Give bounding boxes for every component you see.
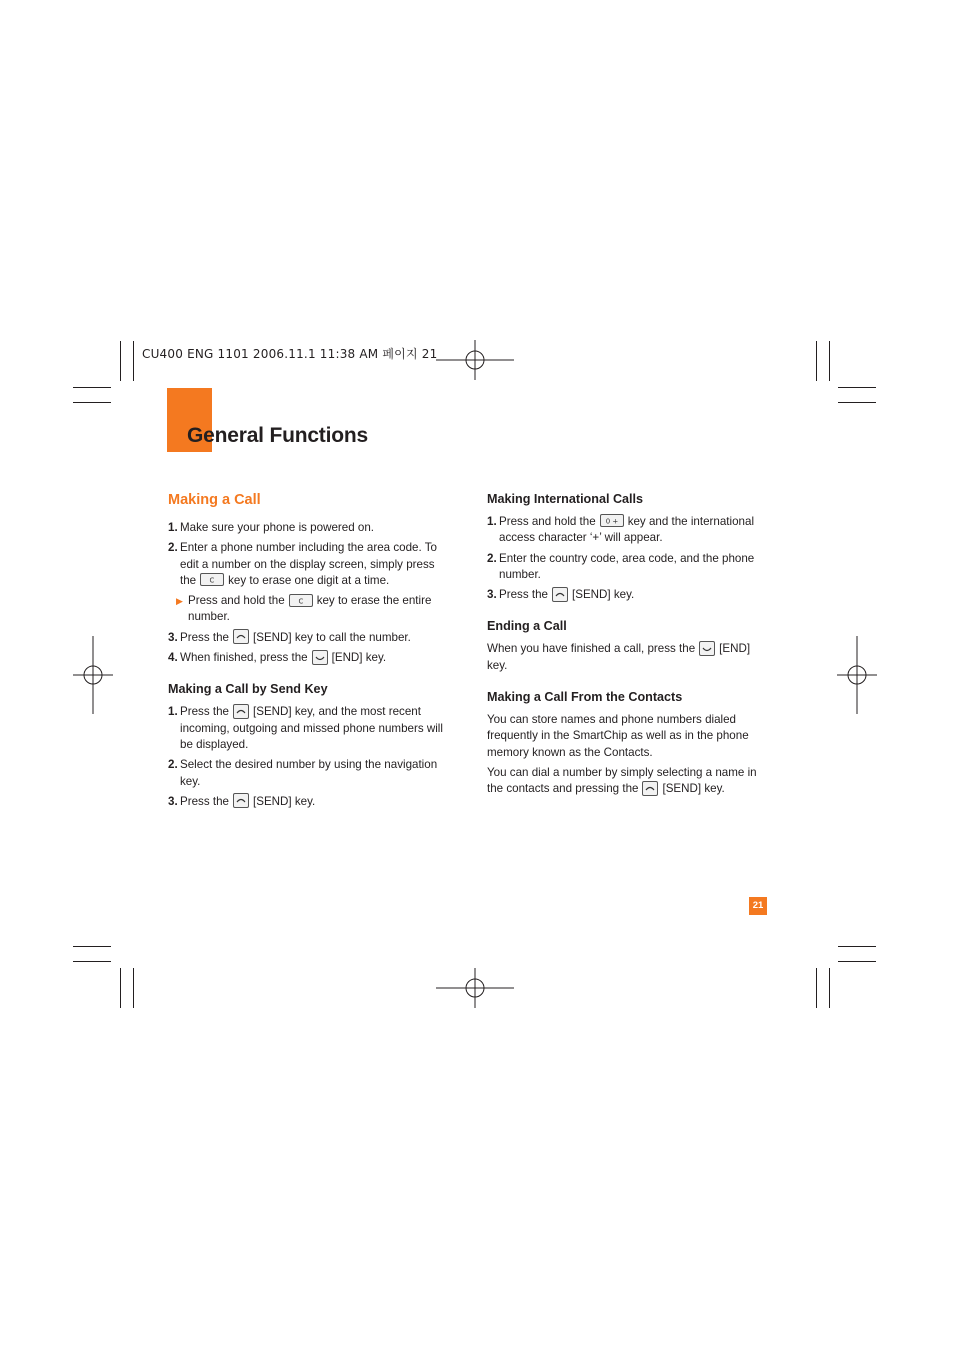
send-key-icon bbox=[233, 793, 249, 808]
contacts-dial-paragraph: You can dial a number by simply selecting a name in the contacts and pressing the [SEND] key. bbox=[487, 765, 757, 796]
svg-text:C: C bbox=[209, 576, 215, 585]
triangle-bullet-icon: ▶ bbox=[176, 596, 183, 607]
list-item: 4. When finished, press the [END] key. bbox=[168, 651, 387, 665]
list-item: 3. Press the [SEND] key. bbox=[168, 794, 316, 808]
registration-mark-icon bbox=[73, 636, 113, 714]
list-item: 1. Make sure your phone is powered on. bbox=[168, 521, 374, 534]
end-key-icon bbox=[699, 641, 715, 656]
list-item: 2. Enter a phone number including the area code. To edit a number on the display screen, simply press the C key to erase one digit at a time. bbox=[168, 541, 437, 587]
left-column bbox=[168, 490, 446, 814]
ending-paragraph: When you have finished a call, press the [END] key. bbox=[487, 642, 751, 672]
send-key-icon bbox=[642, 781, 658, 796]
send-key-icon bbox=[552, 587, 568, 602]
send-key-steps bbox=[168, 704, 446, 810]
page-number: 21 bbox=[749, 897, 767, 915]
making-call-steps bbox=[168, 520, 446, 589]
section-heading-ending: Ending a Call bbox=[487, 619, 567, 634]
send-key-icon bbox=[233, 704, 249, 719]
registration-mark-icon bbox=[436, 340, 514, 380]
send-key-icon bbox=[233, 629, 249, 644]
zero-key-icon bbox=[600, 514, 624, 527]
list-item: 1. Press the [SEND] key, and the most recent incoming, outgoing and missed phone numbers will be displayed. bbox=[168, 705, 443, 751]
list-item: 3. Press the [SEND] key. bbox=[487, 588, 635, 602]
section-heading-international: Making International Calls bbox=[487, 492, 644, 506]
international-steps bbox=[487, 514, 762, 603]
end-key-icon bbox=[312, 650, 328, 665]
section-heading-contacts: Making a Call From the Contacts bbox=[487, 690, 683, 705]
registration-mark-icon bbox=[837, 636, 877, 714]
clear-key-icon bbox=[289, 594, 313, 607]
right-column bbox=[487, 490, 762, 802]
svg-text:C: C bbox=[298, 597, 304, 606]
clear-key-icon bbox=[200, 573, 224, 586]
list-item: 3. Press the [SEND] key to call the number. bbox=[168, 630, 411, 644]
section-heading-making-call: Making a Call bbox=[168, 492, 261, 508]
svg-text:0 +: 0 + bbox=[605, 517, 618, 526]
list-item: ▶ Press and hold the C key to erase the entire number. bbox=[176, 594, 432, 624]
registration-mark-icon bbox=[436, 968, 514, 1008]
contacts-paragraph: You can store names and phone numbers dialed frequently in the SmartChip as well as in the phone memory known as the Contacts. bbox=[487, 713, 749, 759]
print-slug: CU400 ENG 1101 2006.11.1 11:38 AM 페이지 21 bbox=[142, 347, 438, 361]
section-heading-send-key: Making a Call by Send Key bbox=[168, 682, 328, 697]
list-item: 1. Press and hold the 0 + key and the international access character ‘+’ will appear. bbox=[487, 515, 755, 545]
page-title: General Functions bbox=[187, 424, 368, 447]
list-item: 2. Enter the country code, area code, and the phone number. bbox=[487, 551, 755, 581]
list-item: 2. Select the desired number by using the navigation key. bbox=[168, 758, 438, 788]
